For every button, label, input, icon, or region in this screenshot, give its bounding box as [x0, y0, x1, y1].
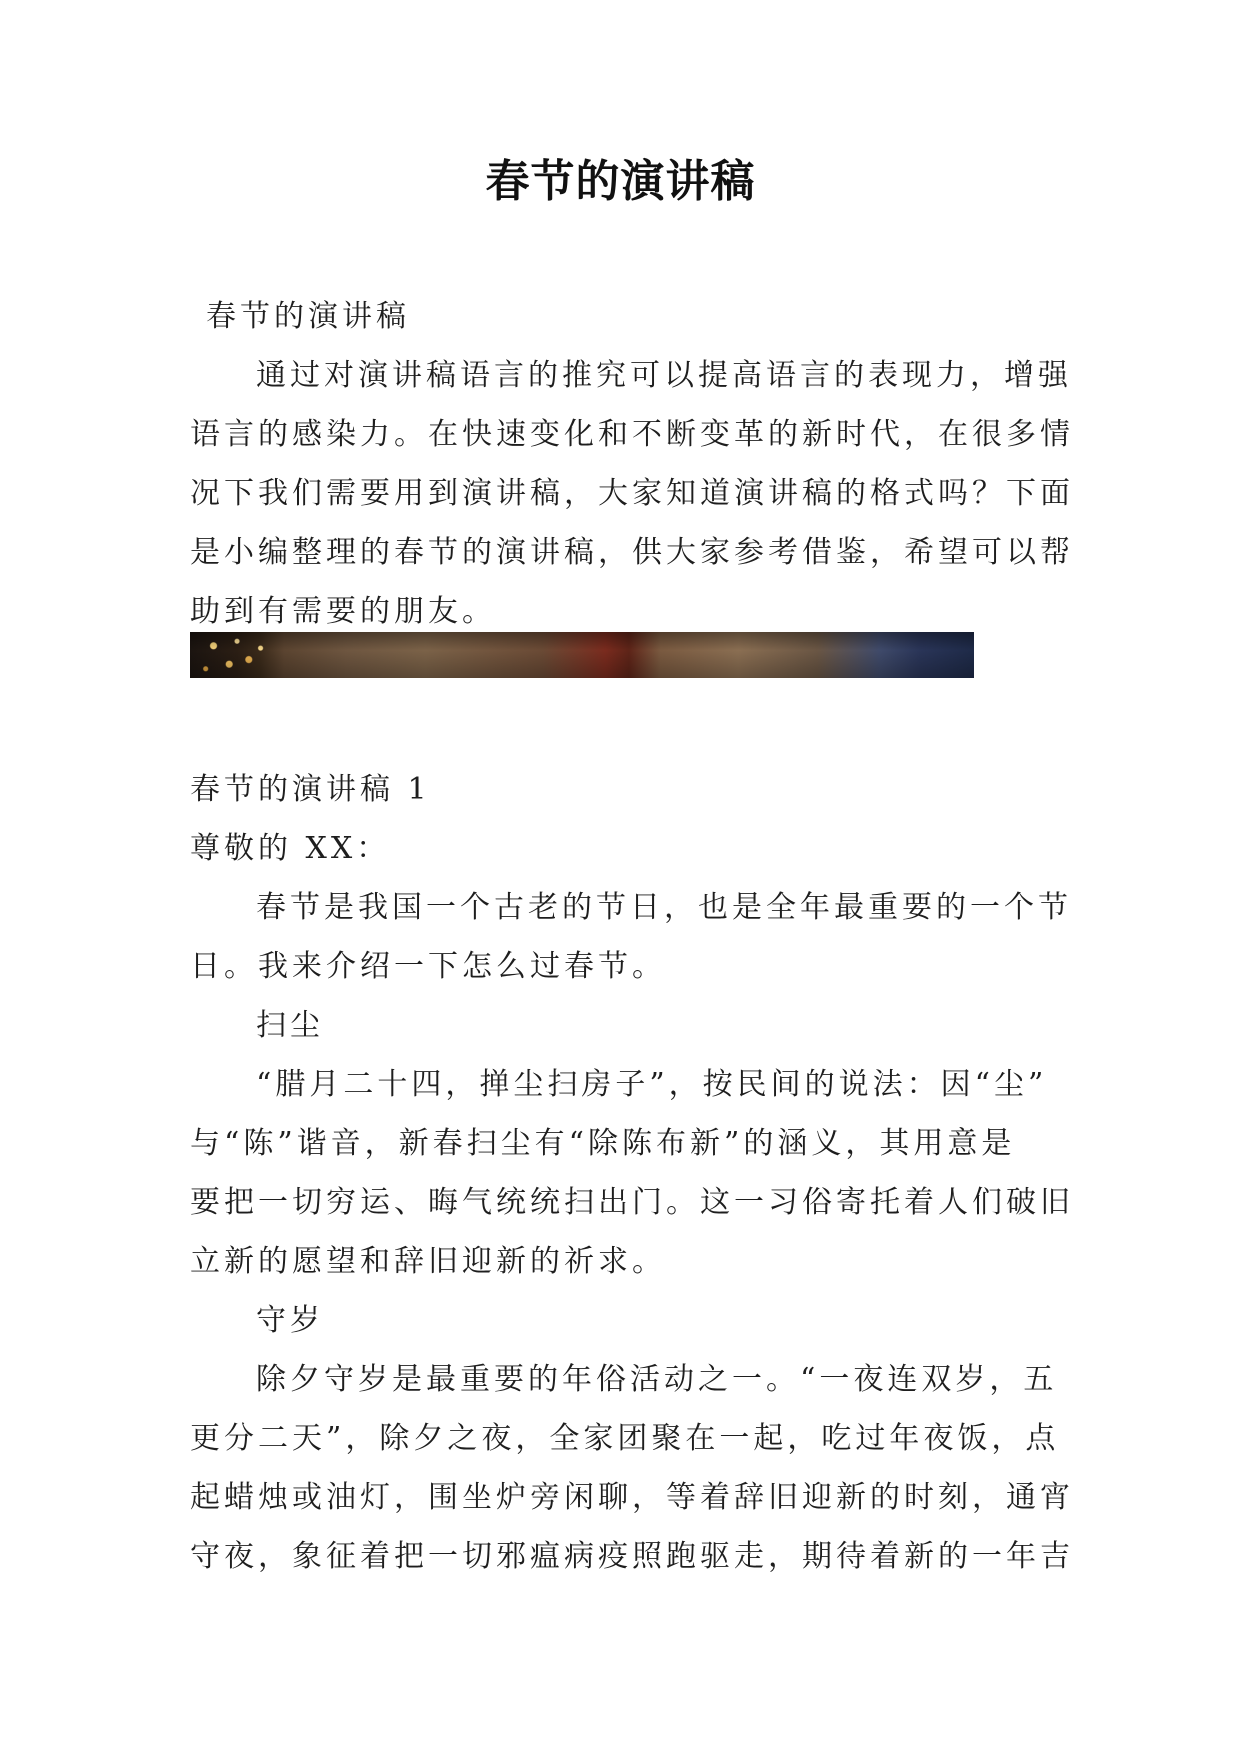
intro-line: 助到有需要的朋友。: [190, 594, 496, 629]
document-title: 春节的演讲稿: [485, 156, 756, 207]
subheading-sweep-dust: 扫尘: [256, 1008, 324, 1043]
paragraph-line: 立新的愿望和辞旧迎新的祈求。: [190, 1244, 666, 1279]
paragraph-line: 起蜡烛或油灯，围坐炉旁闲聊，等着辞旧迎新的时刻，通宵: [190, 1480, 1074, 1515]
paragraph-line: “腊月二十四，掸尘扫房子”，按民间的说法：因“尘”: [256, 1067, 1048, 1102]
paragraph-line: 与“陈”谐音，新春扫尘有“除陈布新”的涵义，其用意是: [190, 1126, 1016, 1161]
paragraph-line: 要把一切穷运、晦气统统扫出门。这一习俗寄托着人们破旧: [190, 1185, 1074, 1220]
intro-line: 语言的感染力。在快速变化和不断变革的新时代，在很多情: [190, 417, 1074, 452]
subheading-new-year-eve-vigil: 守岁: [256, 1303, 324, 1338]
paragraph-line: 日。我来介绍一下怎么过春节。: [190, 949, 666, 984]
paragraph-line: 更分二天”，除夕之夜，全家团聚在一起，吃过年夜饭，点: [190, 1421, 1060, 1456]
banner-image: [190, 632, 974, 678]
document-subtitle: 春节的演讲稿: [206, 299, 410, 334]
paragraph-line: 春节是我国一个古老的节日，也是全年最重要的一个节: [256, 890, 1072, 925]
intro-block: [190, 287, 1074, 641]
speech-1-block: [190, 760, 1074, 1586]
intro-line: 是小编整理的春节的演讲稿，供大家参考借鉴，希望可以帮: [190, 535, 1074, 570]
intro-line: 通过对演讲稿语言的推究可以提高语言的表现力，增强: [256, 358, 1072, 393]
paragraph-line: 除夕守岁是最重要的年俗活动之一。“一夜连双岁，五: [256, 1362, 1058, 1397]
salutation: 尊敬的 XX：: [190, 831, 391, 866]
intro-line: 况下我们需要用到演讲稿，大家知道演讲稿的格式吗？下面: [190, 476, 1074, 511]
paragraph-line: 守夜，象征着把一切邪瘟病疫照跑驱走，期待着新的一年吉: [190, 1539, 1074, 1574]
section-heading: 春节的演讲稿 1: [190, 772, 431, 807]
